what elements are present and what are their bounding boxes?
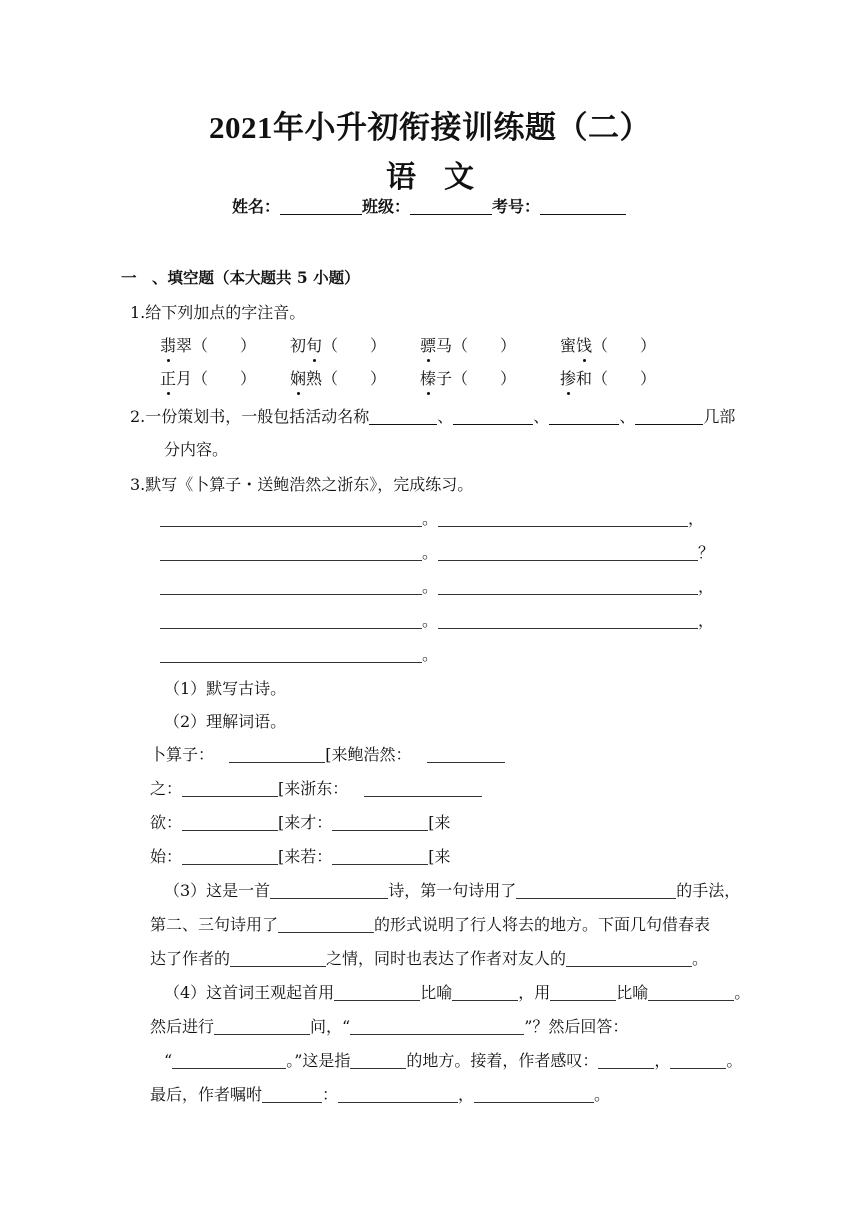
answer-blank[interactable] — [160, 578, 422, 595]
answer-blank[interactable] — [332, 848, 428, 865]
answer-blank[interactable] — [438, 510, 688, 527]
student-info-line — [232, 194, 626, 217]
sub-question-3-line-2: 第二、三句诗用了 的形式说明了行人将去的地方。下面几句借春表 — [150, 915, 711, 934]
answer-blank[interactable] — [160, 544, 422, 561]
exam-title: 2021年小升初衔接训练题（二） — [209, 110, 651, 145]
sub-question-4-line-1: （4）这首词王观起首用 比喻 ，用 比喻 。 — [164, 983, 751, 1002]
sub-question-4-line-2: 然后进行 问，“ ”？然后回答： — [150, 1017, 629, 1036]
name-field[interactable] — [280, 198, 362, 215]
poem-line: 。 ， — [160, 574, 714, 597]
sub-question-4-line-4: 最后，作者嘱咐 ： ， 。 — [150, 1085, 611, 1104]
answer-blank[interactable] — [182, 780, 278, 797]
answer-blank[interactable] — [474, 1086, 594, 1103]
answer-blank[interactable] — [364, 780, 482, 797]
question-2-line-1: 2.一份策划书，一般包括活动名称 、 、 、 几部 — [130, 407, 736, 426]
answer-blank[interactable] — [452, 984, 518, 1001]
answer-blank[interactable] — [229, 746, 325, 763]
answer-blank[interactable] — [670, 1052, 726, 1069]
question-3-prompt: 3.默写《卜算子・送鲍浩然之浙东》，完成练习。 — [130, 475, 474, 494]
answer-blank[interactable] — [270, 882, 388, 899]
pinyin-item: 蜜饯（ ） — [560, 333, 656, 356]
answer-blank[interactable] — [516, 882, 676, 899]
answer-blank[interactable] — [182, 848, 278, 865]
answer-blank[interactable] — [160, 612, 422, 629]
exam-number-field[interactable] — [540, 198, 626, 215]
answer-blank[interactable] — [334, 984, 420, 1001]
answer-blank[interactable] — [598, 1052, 654, 1069]
answer-blank[interactable] — [350, 1018, 524, 1035]
answer-blank[interactable] — [438, 544, 698, 561]
sub-question-2: （2）理解词语。 — [164, 712, 287, 731]
name-label: 姓名： — [232, 197, 281, 216]
answer-blank[interactable] — [566, 950, 692, 967]
pinyin-item: 翡翠（ ） — [160, 333, 256, 356]
answer-blank[interactable] — [172, 1052, 286, 1069]
answer-blank[interactable] — [648, 984, 734, 1001]
pinyin-item: 正月（ ） — [160, 366, 256, 389]
pinyin-item: 初旬（ ） — [290, 333, 386, 356]
poem-line: 。 ？ — [160, 540, 714, 563]
answer-blank[interactable] — [262, 1086, 322, 1103]
sub-question-1: （1）默写古诗。 — [164, 679, 287, 698]
answer-blank[interactable] — [230, 950, 326, 967]
sub-question-3-line-1: （3）这是一首 诗，第一句诗用了 的手法， — [164, 881, 741, 900]
answer-blank[interactable] — [160, 646, 422, 663]
word-row: 欲： [来才： [来 — [150, 813, 451, 832]
question-2-line-2: 分内容。 — [164, 440, 229, 459]
answer-blank[interactable] — [438, 612, 698, 629]
class-field[interactable] — [410, 198, 492, 215]
answer-blank[interactable] — [182, 814, 278, 831]
answer-blank[interactable] — [453, 408, 533, 425]
answer-blank[interactable] — [549, 408, 619, 425]
answer-blank[interactable] — [550, 984, 616, 1001]
section-heading: 一 、填空题（本大题共 5 小题） — [121, 268, 360, 287]
word-row: 之： [来浙东： — [150, 776, 482, 799]
sub-question-3-line-3: 达了作者的 之情，同时也表达了作者对友人的 。 — [150, 949, 709, 968]
answer-blank[interactable] — [332, 814, 428, 831]
answer-blank[interactable] — [160, 510, 422, 527]
word-row: 始： [来若： [来 — [150, 847, 451, 866]
pinyin-item: 榛子（ ） — [420, 366, 516, 389]
class-label: 班级： — [362, 197, 411, 216]
answer-blank[interactable] — [427, 746, 505, 763]
poem-line: 。 — [160, 642, 438, 665]
poem-line: 。 ， — [160, 506, 704, 529]
word-row: 卜算子： [来鲍浩然： — [150, 742, 505, 765]
answer-blank[interactable] — [214, 1018, 310, 1035]
sub-question-4-line-3: “ 。”这是指 的地方。接着，作者感叹： ， 。 — [164, 1051, 743, 1070]
answer-blank[interactable] — [635, 408, 703, 425]
answer-blank[interactable] — [278, 916, 374, 933]
pinyin-item: 娴熟（ ） — [290, 366, 386, 389]
pinyin-item: 掺和（ ） — [560, 366, 656, 389]
pinyin-item: 骠马（ ） — [420, 333, 516, 356]
poem-line: 。 ， — [160, 608, 714, 631]
answer-blank[interactable] — [350, 1052, 406, 1069]
answer-blank[interactable] — [369, 408, 437, 425]
answer-blank[interactable] — [338, 1086, 458, 1103]
question-1-prompt: 1.给下列加点的字注音。 — [130, 303, 306, 322]
subject-title: 语文 — [386, 160, 502, 195]
exam-number-label: 考号： — [492, 197, 541, 216]
answer-blank[interactable] — [438, 578, 698, 595]
